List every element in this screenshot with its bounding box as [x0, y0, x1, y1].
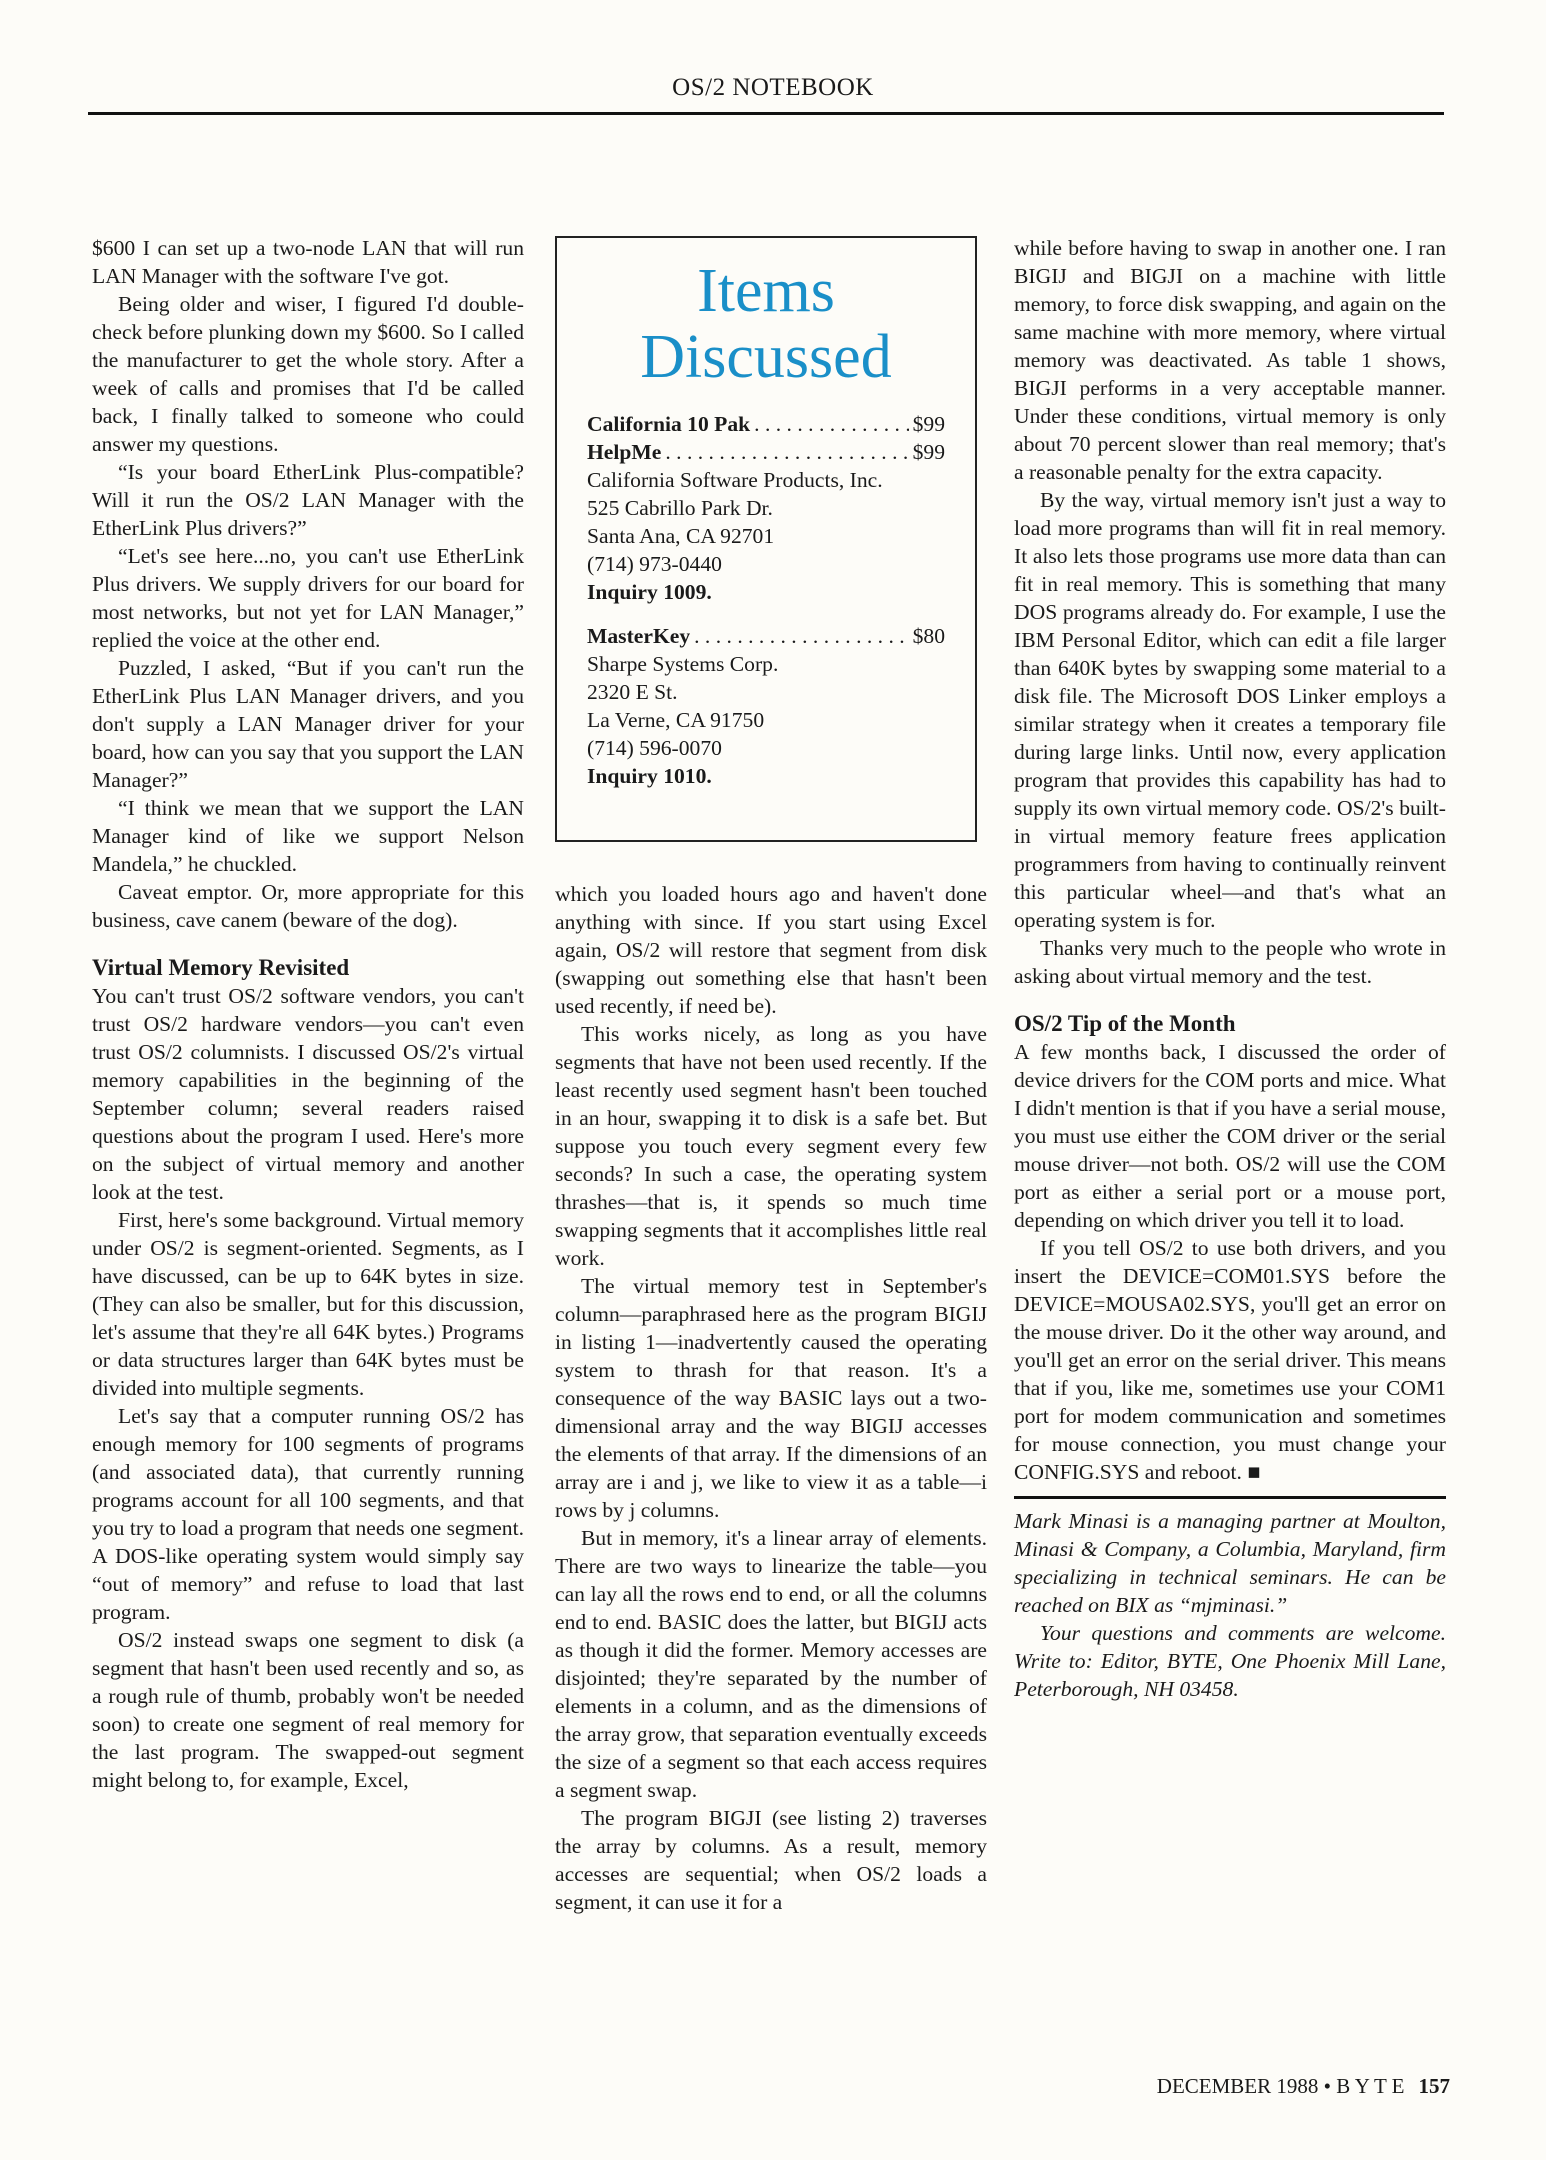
paragraph: Let's say that a computer running OS/2 has enough memory for 100 segments of programs (and associated data), that currently running programs account for all 100 segments, and that you try to load a program that needs one segment. A DOS-like operating system would simply say “out of memory” and refuse to load that last program. [92, 1404, 524, 1624]
paragraph: “I think we mean that we support the LAN Manager kind of like we support Nelson Mandela,” he chuckled. [92, 796, 524, 876]
company: California Software Products, Inc. [587, 468, 883, 492]
paragraph: This works nicely, as long as you have segments that have not been used recently. If the least recently used segment hasn't been touched in an hour, swapping it to disk is a safe bet. But suppose you touch every segment every few seconds? In such a case, the operating system thrashes—that is, it spends so much time swapping segments that it accomplishes little real work. [555, 1022, 987, 1270]
paragraph: You can't trust OS/2 software vendors, you can't trust OS/2 hardware vendors—you can't even trust OS/2 columnists. I discussed OS/2's virtual memory capabilities in the beginning of the September column; several readers raised questions about the program I used. Here's more on the subject of virtual memory and another look at the test. [92, 984, 524, 1204]
column-1 [92, 234, 524, 1794]
product-row: HelpMe . . . $99 [587, 438, 945, 466]
product-row: MasterKey . . . $80 [587, 622, 945, 650]
author-bio [1014, 1496, 1446, 1703]
phone: (714) 973-0440 [587, 552, 722, 576]
paragraph: Being older and wiser, I figured I'd double-check before plunking down my $600. So I called the manufacturer to get the whole story. After a week of calls and promises that I'd be called back, I finally talked to someone who could answer my questions. [92, 292, 524, 456]
paragraph: “Let's see here...no, you can't use EtherLink Plus drivers. We supply drivers for our board for most networks, but not yet for LAN Manager,” replied the voice at the other end. [92, 544, 524, 652]
column-3 [1014, 234, 1446, 1703]
address: 2320 E St. [587, 680, 678, 704]
address: La Verne, CA 91750 [587, 708, 765, 732]
page-number: 157 [1418, 2074, 1450, 2098]
paragraph: A few months back, I discussed the order of device drivers for the COM ports and mice. What I didn't mention is that if you have a serial mouse, you must use either the COM driver or the serial mouse driver—not both. OS/2 will use the COM port as either a serial port or a mouse port, depending on which driver you tell it to load. [1014, 1040, 1446, 1232]
paragraph: The program BIGJI (see listing 2) traverses the array by columns. As a result, memory accesses are sequential; when OS/2 loads a segment, it can use it for a [555, 1806, 987, 1914]
paragraph: Caveat emptor. Or, more appropriate for this business, cave canem (beware of the dog). [92, 880, 524, 932]
paragraph: $600 I can set up a two-node LAN that will run LAN Manager with the software I've got. [92, 236, 524, 288]
paragraph: First, here's some background. Virtual memory under OS/2 is segment-oriented. Segments, as I have discussed, can be up to 64K bytes in size. (They can also be smaller, but for this discussion, let's assume that they're all 64K bytes.) Programs or data structures larger than 64K bytes must be divided into multiple segments. [92, 1208, 524, 1400]
column-2 [555, 880, 987, 1916]
paragraph: But in memory, it's a linear array of elements. There are two ways to linearize the table—you can lay all the rows end to end, or all the columns end to end. BASIC does the latter, but BIGIJ acts as though it did the former. Memory accesses are disjointed; they're separated by the number of elements in a column, and as the dimensions of the array grow, that separation eventually exceeds the size of a segment so that each access requires a segment swap. [555, 1526, 987, 1802]
inquiry: Inquiry 1009. [587, 580, 712, 604]
items-discussed-box [555, 236, 977, 842]
issue-line: DECEMBER 1988 • B Y T E [1156, 2074, 1405, 2098]
paragraph: while before having to swap in another one. I ran BIGIJ and BIGJI on a machine with little memory, to force disk swapping, and again on the same machine with more memory, where virtual memory was deactivated. As table 1 shows, BIGJI performs in a very acceptable manner. Under these conditions, virtual memory is only about 70 percent slower than real memory; that's a reasonable penalty for the extra capacity. [1014, 236, 1446, 484]
paragraph: By the way, virtual memory isn't just a way to load more programs than will fit in real memory. It also lets those programs use more data than can fit in real memory. This is something that many DOS programs already do. For example, I use the IBM Personal Editor, which can edit a file larger than 640K bytes by swapping some material to a disk file. The Microsoft DOS Linker employs a similar strategy when it creates a temporary file during large links. Until now, every application program that provides this capability has had to supply its own virtual memory code. OS/2's built-in virtual memory feature frees application programmers from having to continually reinvent this particular wheel—and that's what an operating system is for. [1014, 488, 1446, 932]
paragraph: The virtual memory test in September's column—paraphrased here as the program BIGIJ in listing 1—inadvertently caused the operating system to thrash for that reason. It's a consequence of the way BASIC lays out a two-dimensional array and the way BIGIJ accesses the elements of that array. If the dimensions of an array are i and j, we like to view it as a table—i rows by j columns. [555, 1274, 987, 1522]
section-heading: OS/2 Tip of the Month [1014, 1011, 1236, 1036]
company: Sharpe Systems Corp. [587, 652, 779, 676]
paragraph: Thanks very much to the people who wrote in asking about virtual memory and the test. [1014, 936, 1446, 988]
section-heading: Virtual Memory Revisited [92, 955, 350, 980]
running-header: OS/2 NOTEBOOK [672, 74, 874, 101]
page-footer [1157, 2074, 1450, 2099]
paragraph: If you tell OS/2 to use both drivers, and you insert the DEVICE=COM01.SYS before the DEVICE=MOUSA02.SYS, you'll get an error on the mouse driver. Do it the other way around, and you'll get an error on the serial driver. This means that if you, like me, sometimes use your COM1 port for modem communication and sometimes for mouse connection, you must change your CONFIG.SYS and reboot. ■ [1014, 1236, 1446, 1484]
product-row: California 10 Pak . . . $99 [587, 410, 945, 438]
address: Santa Ana, CA 92701 [587, 524, 775, 548]
phone: (714) 596-0070 [587, 736, 722, 760]
inquiry: Inquiry 1010. [587, 764, 712, 788]
contact-text: Your questions and comments are welcome. Write to: Editor, BYTE, One Phoenix Mill Lane, Peterborough, NH 03458. [1014, 1621, 1446, 1701]
address: 525 Cabrillo Park Dr. [587, 496, 773, 520]
paragraph: Puzzled, I asked, “But if you can't run the EtherLink Plus LAN Manager drivers, and you don't supply a LAN Manager driver for your board, how can you say that you support the LAN Manager?” [92, 656, 524, 792]
header-rule [88, 112, 1444, 115]
paragraph: “Is your board EtherLink Plus-compatible? Will it run the OS/2 LAN Manager with the EtherLink Plus drivers?” [92, 460, 524, 540]
bio-text: Mark Minasi is a managing partner at Moulton, Minasi & Company, a Columbia, Maryland, firm specializing in technical seminars. He can be reached on BIX as “mjminasi.” [1014, 1509, 1446, 1617]
paragraph: which you loaded hours ago and haven't done anything with since. If you start using Excel again, OS/2 will restore that segment from disk (swapping out something else that hasn't been used recently, if need be). [555, 882, 987, 1018]
paragraph: OS/2 instead swaps one segment to disk (a segment that hasn't been used recently and so, as a rough rule of thumb, probably won't be needed soon) to create one segment of real memory for the last program. The swapped-out segment might belong to, for example, Excel, [92, 1628, 524, 1792]
box-title: Items Discussed [640, 257, 892, 391]
